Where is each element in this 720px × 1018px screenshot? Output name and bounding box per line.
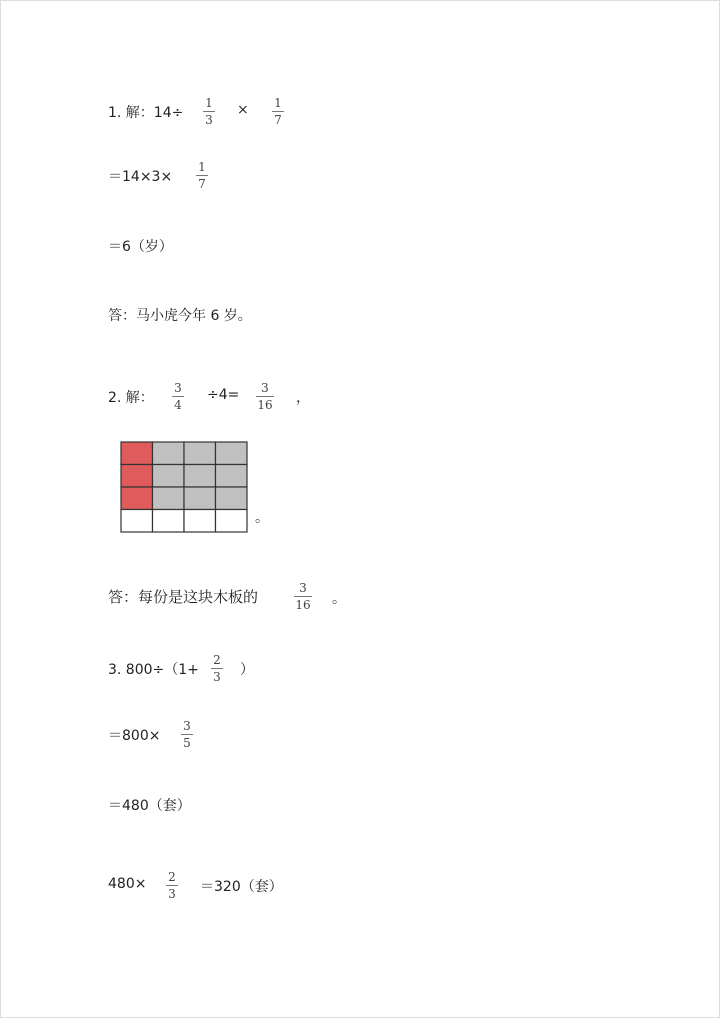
grid-cell-r0-c0 bbox=[121, 442, 153, 465]
p2-line1-fraction-2 bbox=[256, 381, 274, 412]
p2-line1-mid: ÷4= bbox=[207, 387, 240, 403]
fraction-bar bbox=[211, 668, 223, 669]
denominator: 4 bbox=[174, 398, 182, 412]
p3-line1-prefix: 3. 800÷（1+ bbox=[108, 662, 199, 678]
board-grid bbox=[119, 440, 249, 534]
p3-line4-fraction bbox=[166, 870, 178, 901]
grid-cell-r0-c1 bbox=[153, 442, 185, 465]
grid-cell-r2-c1 bbox=[153, 487, 185, 510]
p1-line3: ＝6（岁） bbox=[108, 239, 173, 255]
numerator: 3 bbox=[261, 381, 269, 395]
p3-line2-fraction bbox=[181, 719, 193, 750]
grid-cell-r1-c3 bbox=[216, 465, 248, 488]
p3-line4-prefix: 480× bbox=[108, 876, 147, 892]
denominator: 5 bbox=[183, 736, 191, 750]
numerator: 3 bbox=[183, 719, 191, 733]
denominator: 3 bbox=[205, 113, 213, 127]
numerator: 2 bbox=[213, 653, 221, 667]
grid-cell-r1-c0 bbox=[121, 465, 153, 488]
numerator: 3 bbox=[174, 381, 182, 395]
fraction-bar bbox=[196, 175, 208, 176]
p1-line2-prefix: ＝14×3× bbox=[108, 169, 173, 185]
grid-cell-r2-c0 bbox=[121, 487, 153, 510]
p1-line1-fraction-1 bbox=[203, 96, 215, 127]
grid-cell-r1-c2 bbox=[184, 465, 216, 488]
numerator: 1 bbox=[205, 96, 213, 110]
p2-answer-suffix: 。 bbox=[332, 591, 346, 607]
p2-answer-fraction bbox=[294, 581, 312, 612]
denominator: 7 bbox=[274, 113, 282, 127]
p2-line1-comma: ， bbox=[296, 390, 310, 406]
p2-line1-prefix: 2. 解： bbox=[108, 390, 154, 406]
p2-grid-period: 。 bbox=[255, 510, 269, 526]
grid-cell-r3-c1 bbox=[153, 510, 185, 533]
p3-line4-suffix: ＝320（套） bbox=[200, 879, 283, 895]
p2-answer-prefix: 答：每份是这块木板的 bbox=[108, 588, 259, 606]
p3-line3: ＝480（套） bbox=[108, 798, 191, 814]
grid-cell-r0-c2 bbox=[184, 442, 216, 465]
numerator: 1 bbox=[274, 96, 282, 110]
fraction-bar bbox=[203, 111, 215, 112]
p3-line1-suffix: ） bbox=[240, 662, 254, 678]
denominator: 7 bbox=[198, 177, 206, 191]
fraction-bar bbox=[166, 885, 178, 886]
numerator: 2 bbox=[168, 870, 176, 884]
denominator: 3 bbox=[168, 887, 176, 901]
p2-line1-fraction-1 bbox=[172, 381, 184, 412]
grid-cell-r1-c1 bbox=[153, 465, 185, 488]
denominator: 16 bbox=[295, 598, 311, 612]
p1-line1-fraction-2 bbox=[272, 96, 284, 127]
grid-cell-r3-c0 bbox=[121, 510, 153, 533]
fraction-bar bbox=[256, 396, 274, 397]
grid-cell-r3-c2 bbox=[184, 510, 216, 533]
denominator: 3 bbox=[213, 670, 221, 684]
grid-cell-r0-c3 bbox=[216, 442, 248, 465]
numerator: 3 bbox=[299, 581, 307, 595]
p3-line1-fraction bbox=[211, 653, 223, 684]
grid-cell-r3-c3 bbox=[216, 510, 248, 533]
numerator: 1 bbox=[198, 160, 206, 174]
p1-answer: 答：马小虎今年 6 岁。 bbox=[108, 308, 252, 324]
p1-line1-times: × bbox=[237, 102, 249, 118]
fraction-bar bbox=[294, 596, 312, 597]
p1-line1-prefix: 1. 解：14÷ bbox=[108, 105, 184, 121]
grid-cell-r2-c2 bbox=[184, 487, 216, 510]
denominator: 16 bbox=[257, 398, 273, 412]
p3-line2-prefix: ＝800× bbox=[108, 728, 161, 744]
p1-line2-fraction bbox=[196, 160, 208, 191]
fraction-bar bbox=[172, 396, 184, 397]
fraction-bar bbox=[181, 734, 193, 735]
fraction-bar bbox=[272, 111, 284, 112]
grid-cell-r2-c3 bbox=[216, 487, 248, 510]
